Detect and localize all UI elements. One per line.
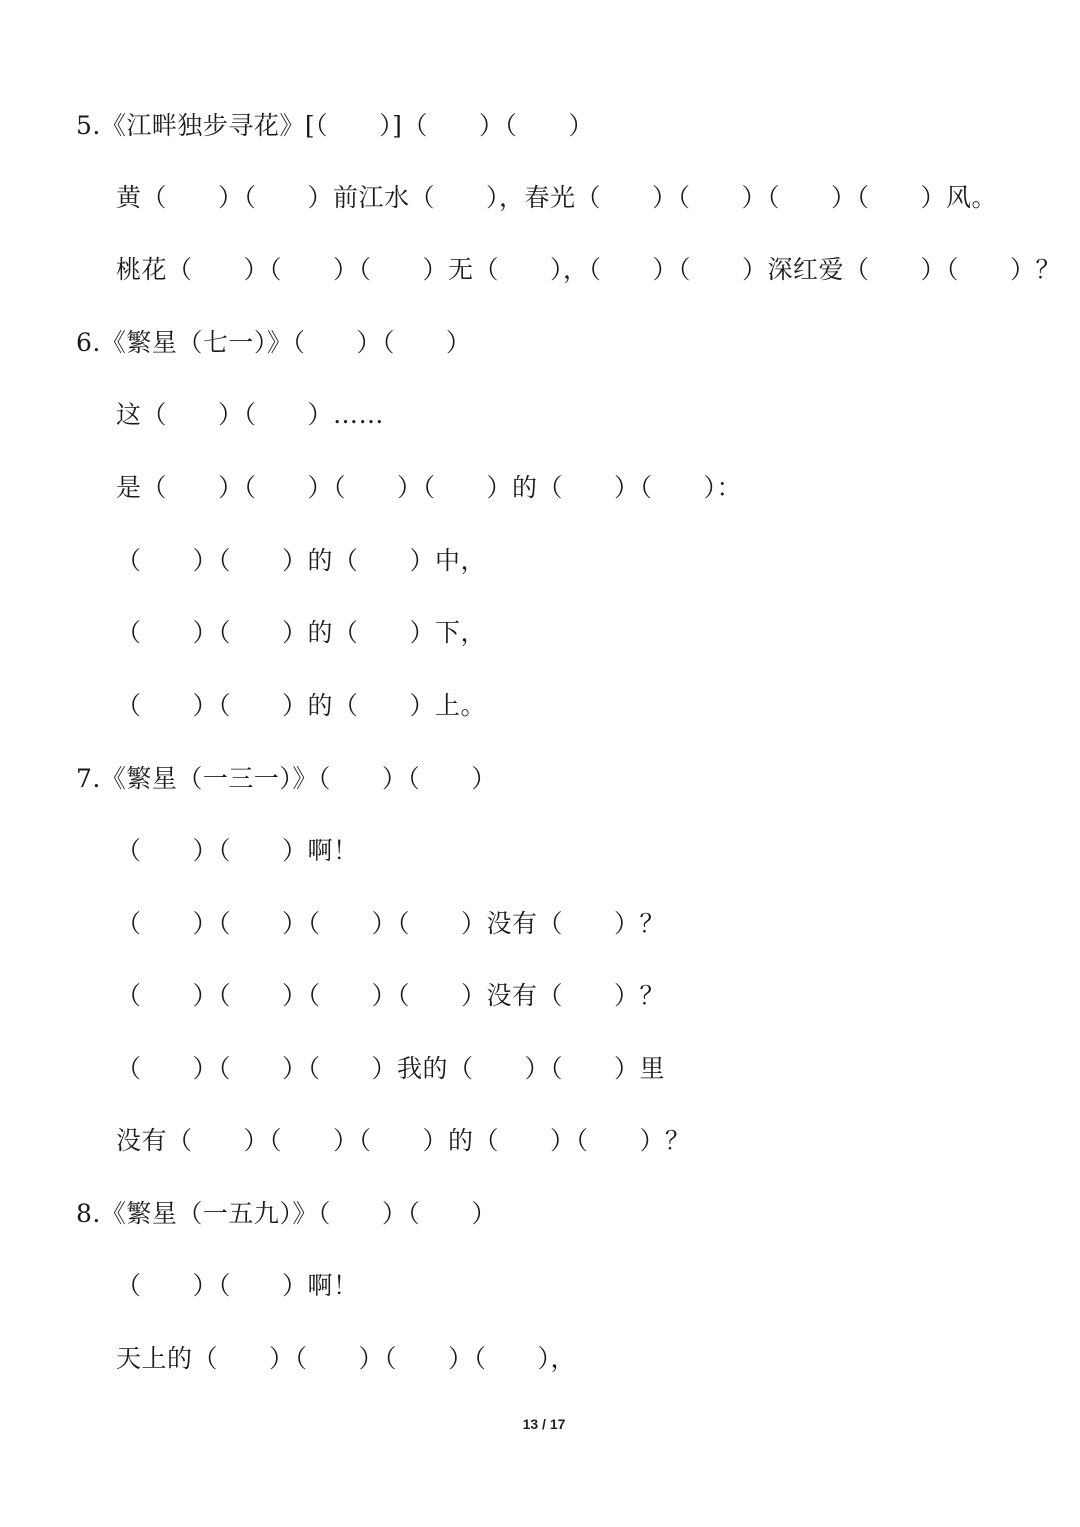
question-6-line-1: 这（ ）（ ）…… <box>116 400 385 429</box>
question-6-title: 6.《繁星（七一）》（ ）（ ） <box>76 328 472 357</box>
question-8-line-2: 天上的（ ）（ ）（ ）（ ）， <box>116 1344 577 1373</box>
question-8-title: 8.《繁星（一五九）》（ ）（ ） <box>76 1199 497 1228</box>
question-6-line-4: （ ）（ ）的（ ）下， <box>116 618 487 647</box>
question-6-line-2: 是（ ）（ ）（ ）（ ）的（ ）（ ）： <box>116 473 743 502</box>
question-7-line-5: 没有（ ）（ ）（ ）的（ ）（ ）？ <box>116 1126 691 1155</box>
question-6-line-5: （ ）（ ）的（ ）上。 <box>116 691 487 720</box>
question-7-line-1: （ ）（ ）啊！ <box>116 836 359 865</box>
question-7-line-4: （ ）（ ）（ ）我的（ ）（ ）里 <box>116 1054 666 1083</box>
question-7-title: 7.《繁星（一三一）》（ ）（ ） <box>76 764 497 793</box>
question-5-line-2: 桃花（ ）（ ）（ ）无（ ），（ ）（ ）深红爱（ ）（ ）？ <box>116 255 1062 284</box>
question-5-title: 5.《江畔独步寻花》[（ ）]（ ）（ ） <box>76 111 594 140</box>
page-number: 13 / 17 <box>522 1416 566 1432</box>
question-6-line-3: （ ）（ ）的（ ）中， <box>116 546 487 575</box>
question-7-line-2: （ ）（ ）（ ）（ ）没有（ ）？ <box>116 909 666 938</box>
question-8-line-1: （ ）（ ）啊！ <box>116 1271 359 1300</box>
question-7-line-3: （ ）（ ）（ ）（ ）没有（ ）？ <box>116 981 666 1010</box>
question-5-line-1: 黄（ ）（ ）前江水（ ），春光（ ）（ ）（ ）（ ）风。 <box>116 183 998 212</box>
